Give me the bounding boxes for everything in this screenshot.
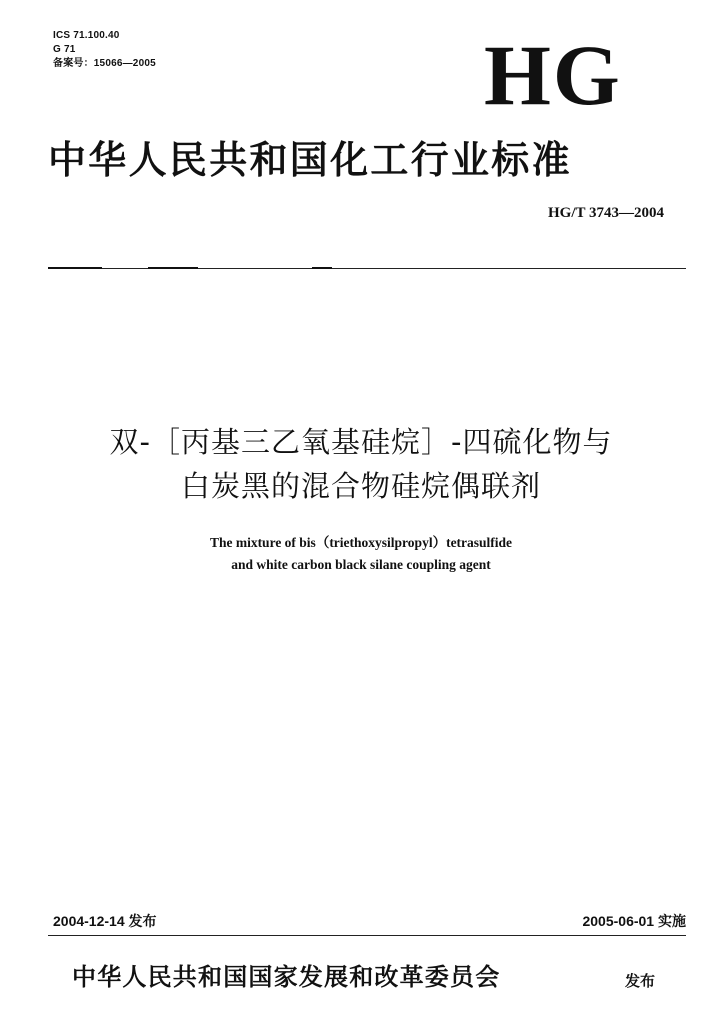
classification-block <box>53 29 156 71</box>
implementation-date: 2005-06-01 实施 <box>582 913 686 929</box>
issuer-name: 中华人民共和国国家发展和改革委员会 <box>72 962 501 991</box>
bottom-divider <box>48 935 686 936</box>
top-divider-segment <box>48 267 102 269</box>
title-cn-line-2: 白炭黑的混合物硅烷偶联剂 <box>180 469 541 503</box>
title-en-line-1: The mixture of bis（triethoxysilpropyl）tetrasulfide <box>209 535 513 550</box>
standard-code: HG/T 3743—2004 <box>548 205 664 221</box>
document-title-cn <box>0 420 722 508</box>
issue-date: 2004-12-14 发布 <box>53 913 157 929</box>
title-cn-line-1: 双-［丙基三乙氧基硅烷］-四硫化物与 <box>109 425 613 459</box>
document-title-en <box>0 532 722 576</box>
top-divider-segment <box>148 267 198 269</box>
hg-logo: HG <box>484 27 622 123</box>
ics-number: ICS 71.100.40 <box>53 30 120 41</box>
issuer-suffix: 发布 <box>625 972 656 990</box>
ccs-number: G 71 <box>53 44 76 55</box>
standard-category-title: 中华人民共和国化工行业标准 <box>48 137 572 182</box>
title-en-line-2: and white carbon black silane coupling agent <box>231 557 491 572</box>
top-divider <box>48 268 686 269</box>
top-divider-segment <box>312 267 332 269</box>
record-number: 备案号：15066—2005 <box>53 58 156 69</box>
